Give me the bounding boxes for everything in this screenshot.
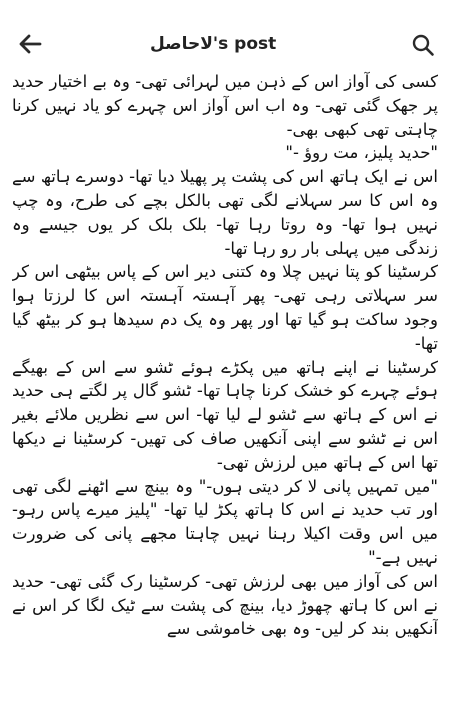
- post-body: [12, 70, 438, 723]
- post-paragraph: کرسٹینا نے اپنے ہاتھ میں پکڑے ہوئے ٹشو سے اس کے بھیگے ہوئے چہرے کو خشک کرنا چاہا تھا- ٹشو گال پر لگتے ہی حدید نے اس کے ہاتھ سے ٹشو لے لیا تھا- اس سے نظریں ملائے بغیر اس نے ٹشو سے اپنی آنکھیں صاف کی تھیں- کرسٹینا نے دیکھا تھا اس کے ہاتھ میں لرزش تھی-: [12, 357, 438, 472]
- post-paragraph: اس کی آواز میں بھی لرزش تھی- کرسٹینا رک گئی تھی- حدید نے اس کا ہاتھ چھوڑ دیا، بینچ کی پشت سے ٹیک لگا کر اس نے آنکھیں بند کر لیں- وہ بھی خاموشی سے: [12, 571, 438, 639]
- search-icon: [411, 33, 435, 57]
- post-paragraph: "میں تمہیں پانی لا کر دیتی ہوں-" وہ بینچ سے اٹھنے لگی تھی اور تب حدید نے اس کا ہاتھ پکڑ لیا تھا- "پلیز میرے پاس رہو- میں اس وقت اکیلا رہنا نہیں چاہتا مجھے پانی کی ضرورت نہیں ہے-": [12, 476, 438, 567]
- post-paragraph: کسی کی آواز اس کے ذہن میں لہرائی تھی- وہ بے اختیار حدید پر جھک گئی تھی- وہ اب اس آواز اس چہرے کو یاد نہیں کرنا چاہتی تھی کبھی بھی-: [12, 72, 438, 139]
- post-paragraph: "حدید پلیز، مت روؤ -": [285, 143, 438, 163]
- post-paragraph: اس نے ایک ہاتھ اس کی پشت پر پھیلا دیا تھا- دوسرے ہاتھ سے وہ اس کا سر سہلانے لگی تھی بالکل بچے کی طرح، وہ چپ نہیں ہوا تھا- وہ روتا رہا تھا- بلک بلک کر یوں جیسے وہ زندگی میں پہلی بار رو رہا تھا-: [12, 167, 438, 258]
- search-button[interactable]: [408, 30, 438, 60]
- page-title: لاحاصل's post: [150, 34, 277, 54]
- back-button[interactable]: [14, 30, 46, 58]
- post-paragraph: کرسٹینا کو پتا نہیں چلا وہ کتنی دیر اس کے پاس بیٹھی اس کر سر سہلاتی رہی تھی- پھر آہستہ آہستہ اس کا لرزتا ہوا وجود ساکت ہو گیا تھا اور پھر وہ یک دم سیدھا ہو کر بیٹھ گیا تھا-: [12, 262, 438, 353]
- post-text: [12, 70, 438, 641]
- arrow-left-icon: [18, 34, 42, 54]
